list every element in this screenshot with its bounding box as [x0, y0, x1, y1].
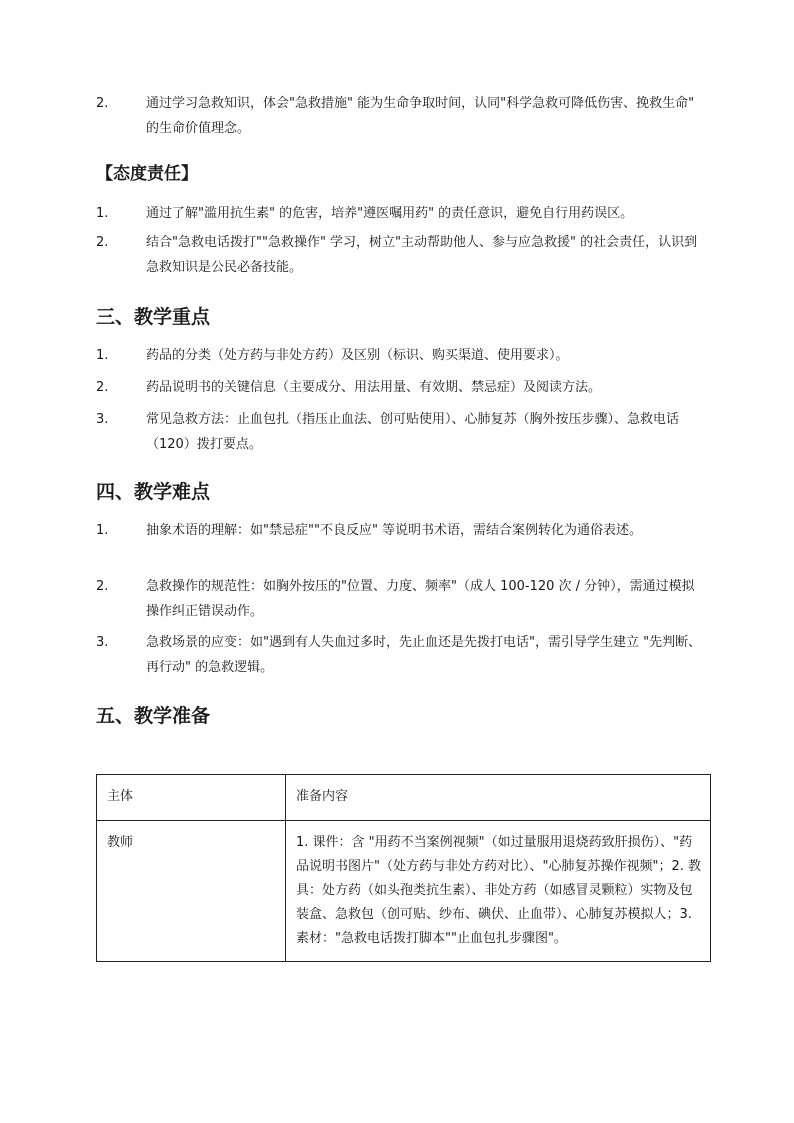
list-number: 2.: [96, 235, 109, 250]
section-heading-preparation: 五、教学准备: [96, 705, 211, 727]
list-text: 抽象术语的理解：如"禁忌症""不良反应" 等说明书术语，需结合案例转化为通俗表述。: [146, 523, 643, 538]
section-heading-focus: 三、教学重点: [96, 306, 211, 328]
list-number: 3.: [96, 412, 109, 427]
list-item: [96, 343, 706, 368]
list-number: 1.: [96, 348, 109, 363]
section-heading-difficulty: 四、教学难点: [96, 481, 211, 503]
list-item: [96, 91, 706, 141]
list-item: [96, 230, 706, 280]
list-number: 2.: [96, 96, 109, 111]
list-text: 急救操作的规范性：如胸外按压的"位置、力度、频率"（成人 100-120 次 / 分钟），需通过模拟操作纠正错误动作。: [146, 579, 695, 619]
list-number: 3.: [96, 635, 109, 650]
list-number: 1.: [96, 206, 109, 221]
list-item: [96, 518, 706, 543]
table-header-cell: 准备内容: [286, 775, 711, 821]
list-text: 药品的分类（处方药与非处方药）及区别（标识、购买渠道、使用要求）。: [146, 348, 569, 363]
list-text: 急救场景的应变：如"遇到有人失血过多时，先止血还是先拨打电话"，需引导学生建立 "先判断、再行动" 的急救逻辑。: [146, 635, 702, 675]
list-text: 结合"急救电话拨打""急救操作" 学习，树立"主动帮助他人、参与应急救援" 的社会责任，认识到急救知识是公民必备技能。: [146, 235, 698, 275]
list-item: [96, 630, 706, 680]
list-text: 药品说明书的关键信息（主要成分、用法用量、有效期、禁忌症）及阅读方法。: [146, 380, 602, 395]
list-item: [96, 574, 706, 624]
list-item: [96, 375, 706, 400]
section-subheading-attitude: 【态度责任】: [96, 164, 198, 184]
table-header-row: [97, 775, 711, 821]
list-text: 常见急救方法：止血包扎（指压止血法、创可贴使用）、心肺复苏（胸外按压步骤）、急救电话（120）拨打要点。: [146, 412, 680, 452]
list-number: 2.: [96, 579, 109, 594]
list-number: 1.: [96, 523, 109, 538]
preparation-table: [96, 774, 711, 962]
list-item: [96, 407, 706, 457]
list-text: 通过学习急救知识，体会"急救措施" 能为生命争取时间，认同"科学急救可降低伤害、挽救生命" 的生命价值理念。: [146, 96, 695, 136]
list-number: 2.: [96, 380, 109, 395]
table-header-cell: 主体: [97, 775, 286, 821]
table-cell: 教师: [97, 821, 286, 962]
table-cell: 1. 课件：含 "用药不当案例视频"（如过量服用退烧药致肝损伤）、"药品说明书图片"（处方药与非处方药对比）、"心肺复苏操作视频"；2. 教具：处方药（如头孢类抗生素）、非处方药（如感冒灵颗粒）实物及包装盒、急救包（创可贴、纱布、碘伏、止血带）、心肺复苏模拟人；3. 素材："急救电话拨打脚本""止血包扎步骤图"。: [286, 821, 711, 962]
list-item: [96, 201, 706, 226]
table-row: [97, 821, 711, 962]
list-text: 通过了解"滥用抗生素" 的危害，培养"遵医嘱用药" 的责任意识，避免自行用药误区。: [146, 206, 634, 221]
